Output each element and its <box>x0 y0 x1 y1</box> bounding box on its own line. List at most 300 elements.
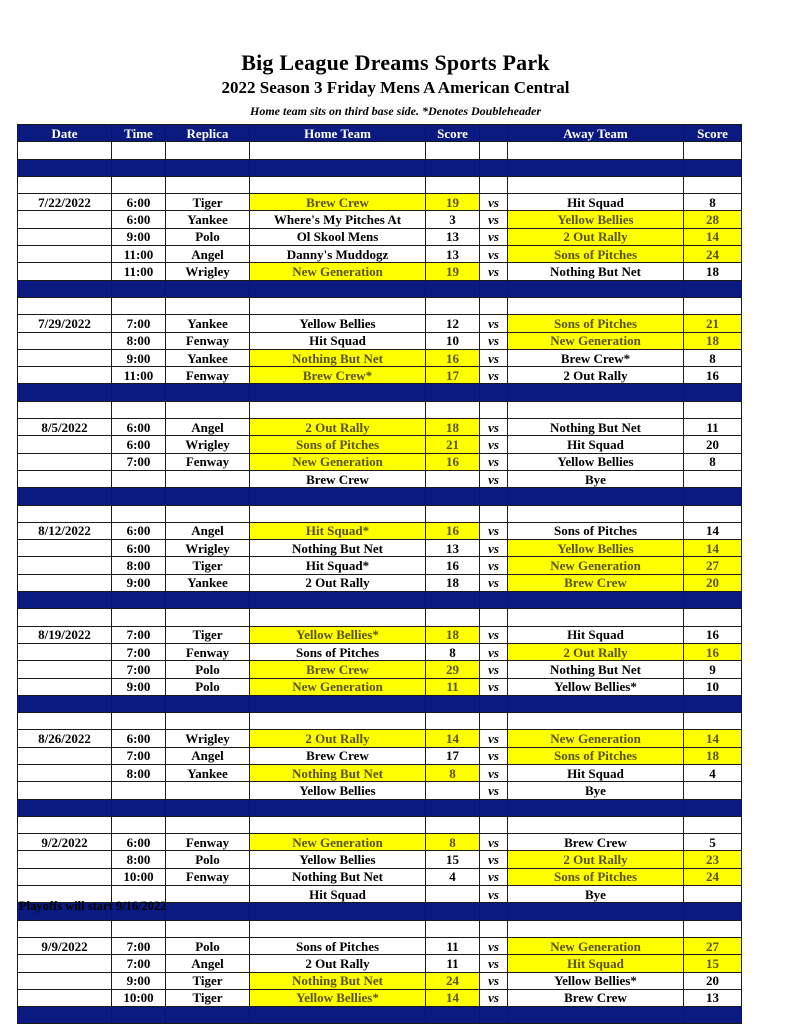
away-team: Brew Crew <box>508 574 684 591</box>
away-team: Hit Squad <box>508 436 684 453</box>
vs-label: vs <box>480 955 508 972</box>
away-team: Sons of Pitches <box>508 315 684 332</box>
home-score: 16 <box>426 557 480 574</box>
blank-row <box>18 297 742 314</box>
page-subtitle: 2022 Season 3 Friday Mens A American Central <box>221 78 570 97</box>
field-replica: Yankee <box>166 574 250 591</box>
away-score: 13 <box>684 989 742 1006</box>
separator-cell <box>250 1007 426 1024</box>
game-date: 8/26/2022 <box>18 730 112 747</box>
away-team: Bye <box>508 782 684 799</box>
away-score: 28 <box>684 211 742 228</box>
separator-cell <box>112 799 166 816</box>
away-team: New Generation <box>508 730 684 747</box>
separator-cell <box>508 799 684 816</box>
away-team: Bye <box>508 886 684 903</box>
separator-cell <box>112 488 166 505</box>
vs-label: vs <box>480 211 508 228</box>
away-score: 14 <box>684 228 742 245</box>
home-team: Sons of Pitches <box>250 937 426 954</box>
vs-label: vs <box>480 626 508 643</box>
home-team: Nothing But Net <box>250 540 426 557</box>
blank-row <box>18 920 742 937</box>
empty-cell <box>112 297 166 314</box>
game-row <box>18 834 742 851</box>
home-score <box>426 782 480 799</box>
separator-cell <box>508 280 684 297</box>
empty-cell <box>112 609 166 626</box>
column-header <box>480 125 508 142</box>
home-score: 4 <box>426 868 480 885</box>
empty-cell <box>18 297 112 314</box>
game-date <box>18 349 112 366</box>
empty-cell <box>166 713 250 730</box>
away-team: Hit Squad <box>508 764 684 781</box>
empty-cell <box>18 176 112 193</box>
away-team: Hit Squad <box>508 955 684 972</box>
game-row <box>18 678 742 695</box>
away-team: Yellow Bellies <box>508 211 684 228</box>
blank-row <box>18 142 742 159</box>
blank-row <box>18 816 742 833</box>
empty-cell <box>480 816 508 833</box>
separator-cell <box>684 695 742 712</box>
away-score: 16 <box>684 643 742 660</box>
week-separator <box>18 488 742 505</box>
game-row <box>18 246 742 263</box>
empty-cell <box>250 176 426 193</box>
home-score: 13 <box>426 246 480 263</box>
field-replica <box>166 470 250 487</box>
field-replica: Fenway <box>166 868 250 885</box>
empty-cell <box>112 401 166 418</box>
vs-label: vs <box>480 747 508 764</box>
field-replica: Yankee <box>166 349 250 366</box>
away-score: 20 <box>684 574 742 591</box>
game-time: 9:00 <box>112 574 166 591</box>
away-team: Hit Squad <box>508 194 684 211</box>
empty-cell <box>508 401 684 418</box>
home-score: 14 <box>426 730 480 747</box>
separator-cell <box>508 1007 684 1024</box>
away-team: Yellow Bellies <box>508 540 684 557</box>
game-row <box>18 263 742 280</box>
home-team: Brew Crew <box>250 747 426 764</box>
game-time: 6:00 <box>112 730 166 747</box>
game-row <box>18 972 742 989</box>
empty-cell <box>684 297 742 314</box>
empty-cell <box>684 713 742 730</box>
separator-cell <box>250 488 426 505</box>
vs-label: vs <box>480 678 508 695</box>
separator-cell <box>426 384 480 401</box>
field-replica: Polo <box>166 678 250 695</box>
empty-cell <box>508 920 684 937</box>
game-time: 6:00 <box>112 211 166 228</box>
empty-cell <box>480 505 508 522</box>
empty-cell <box>112 505 166 522</box>
game-row <box>18 470 742 487</box>
home-score: 16 <box>426 522 480 539</box>
away-team: Sons of Pitches <box>508 747 684 764</box>
home-team: Hit Squad* <box>250 522 426 539</box>
vs-label: vs <box>480 764 508 781</box>
vs-label: vs <box>480 453 508 470</box>
home-team: Danny's Muddogz <box>250 246 426 263</box>
game-time: 9:00 <box>112 678 166 695</box>
game-date <box>18 764 112 781</box>
game-date: 9/9/2022 <box>18 937 112 954</box>
home-team: Hit Squad <box>250 332 426 349</box>
game-date <box>18 246 112 263</box>
away-score: 27 <box>684 937 742 954</box>
empty-cell <box>112 142 166 159</box>
away-score: 14 <box>684 540 742 557</box>
away-team: 2 Out Rally <box>508 228 684 245</box>
home-score <box>426 886 480 903</box>
game-time: 10:00 <box>112 868 166 885</box>
field-replica: Tiger <box>166 972 250 989</box>
game-date <box>18 453 112 470</box>
home-team: Yellow Bellies* <box>250 989 426 1006</box>
field-replica: Yankee <box>166 764 250 781</box>
separator-cell <box>684 592 742 609</box>
home-score <box>426 470 480 487</box>
game-time: 11:00 <box>112 367 166 384</box>
empty-cell <box>426 816 480 833</box>
separator-cell <box>426 903 480 920</box>
vs-label: vs <box>480 574 508 591</box>
empty-cell <box>166 505 250 522</box>
empty-cell <box>166 920 250 937</box>
separator-cell <box>480 488 508 505</box>
empty-cell <box>508 297 684 314</box>
empty-cell <box>480 609 508 626</box>
game-date <box>18 868 112 885</box>
separator-cell <box>18 695 112 712</box>
separator-cell <box>426 159 480 176</box>
separator-cell <box>426 280 480 297</box>
week-separator <box>18 799 742 816</box>
game-date <box>18 574 112 591</box>
schedule-note: Home team sits on third base side. *Denotes Doubleheader <box>250 104 541 118</box>
table-header-row <box>18 125 742 142</box>
empty-cell <box>112 713 166 730</box>
page-title: Big League Dreams Sports Park <box>241 50 550 75</box>
separator-cell <box>112 592 166 609</box>
game-date <box>18 436 112 453</box>
home-score: 8 <box>426 834 480 851</box>
empty-cell <box>18 609 112 626</box>
game-time: 7:00 <box>112 747 166 764</box>
empty-cell <box>426 176 480 193</box>
separator-cell <box>112 280 166 297</box>
empty-cell <box>684 505 742 522</box>
home-team: Ol Skool Mens <box>250 228 426 245</box>
game-row <box>18 349 742 366</box>
empty-cell <box>508 609 684 626</box>
game-row <box>18 540 742 557</box>
game-date: 7/22/2022 <box>18 194 112 211</box>
game-date <box>18 367 112 384</box>
field-replica: Fenway <box>166 367 250 384</box>
game-time: 9:00 <box>112 972 166 989</box>
week-separator <box>18 1007 742 1024</box>
home-team: 2 Out Rally <box>250 955 426 972</box>
separator-cell <box>166 799 250 816</box>
field-replica: Wrigley <box>166 263 250 280</box>
empty-cell <box>684 176 742 193</box>
away-team: Brew Crew <box>508 989 684 1006</box>
empty-cell <box>250 401 426 418</box>
game-time: 7:00 <box>112 955 166 972</box>
game-row <box>18 661 742 678</box>
field-replica <box>166 782 250 799</box>
separator-cell <box>166 159 250 176</box>
column-header: Replica <box>166 125 250 142</box>
vs-label: vs <box>480 470 508 487</box>
game-date <box>18 211 112 228</box>
home-team: New Generation <box>250 263 426 280</box>
separator-cell <box>166 1007 250 1024</box>
field-replica: Tiger <box>166 194 250 211</box>
empty-cell <box>18 401 112 418</box>
home-team: Brew Crew <box>250 661 426 678</box>
empty-cell <box>18 142 112 159</box>
home-team: Yellow Bellies <box>250 782 426 799</box>
game-time: 8:00 <box>112 557 166 574</box>
vs-label: vs <box>480 315 508 332</box>
home-team: New Generation <box>250 678 426 695</box>
empty-cell <box>166 401 250 418</box>
separator-cell <box>112 695 166 712</box>
separator-cell <box>166 695 250 712</box>
field-replica: Tiger <box>166 989 250 1006</box>
game-time: 7:00 <box>112 661 166 678</box>
separator-cell <box>166 280 250 297</box>
empty-cell <box>112 920 166 937</box>
game-time: 6:00 <box>112 419 166 436</box>
blank-row <box>18 609 742 626</box>
field-replica: Angel <box>166 955 250 972</box>
game-date <box>18 540 112 557</box>
separator-cell <box>250 159 426 176</box>
empty-cell <box>508 176 684 193</box>
home-team: Brew Crew* <box>250 367 426 384</box>
game-row <box>18 522 742 539</box>
empty-cell <box>250 609 426 626</box>
game-date: 9/2/2022 <box>18 834 112 851</box>
home-score: 18 <box>426 419 480 436</box>
field-replica: Yankee <box>166 315 250 332</box>
week-separator <box>18 280 742 297</box>
field-replica: Yankee <box>166 211 250 228</box>
away-team: 2 Out Rally <box>508 851 684 868</box>
away-team: Hit Squad <box>508 626 684 643</box>
game-date <box>18 989 112 1006</box>
game-time: 8:00 <box>112 332 166 349</box>
empty-cell <box>684 609 742 626</box>
separator-cell <box>508 488 684 505</box>
separator-cell <box>508 592 684 609</box>
field-replica: Angel <box>166 246 250 263</box>
game-date <box>18 851 112 868</box>
separator-cell <box>426 1007 480 1024</box>
separator-cell <box>112 159 166 176</box>
separator-cell <box>508 903 684 920</box>
separator-cell <box>250 799 426 816</box>
home-score: 17 <box>426 747 480 764</box>
blank-row <box>18 401 742 418</box>
away-score: 8 <box>684 349 742 366</box>
game-date <box>18 643 112 660</box>
separator-cell <box>18 384 112 401</box>
game-date <box>18 263 112 280</box>
home-team: Nothing But Net <box>250 349 426 366</box>
separator-cell <box>508 695 684 712</box>
home-score: 10 <box>426 332 480 349</box>
field-replica: Polo <box>166 937 250 954</box>
separator-cell <box>480 384 508 401</box>
game-date <box>18 747 112 764</box>
game-time: 6:00 <box>112 834 166 851</box>
separator-cell <box>684 799 742 816</box>
empty-cell <box>250 713 426 730</box>
home-score: 18 <box>426 574 480 591</box>
away-score: 8 <box>684 453 742 470</box>
vs-label: vs <box>480 540 508 557</box>
home-team: Brew Crew <box>250 470 426 487</box>
game-time: 8:00 <box>112 851 166 868</box>
blank-row <box>18 713 742 730</box>
game-row <box>18 643 742 660</box>
game-time: 6:00 <box>112 540 166 557</box>
field-replica: Polo <box>166 661 250 678</box>
schedule-table <box>17 124 742 1024</box>
away-score: 9 <box>684 661 742 678</box>
game-row <box>18 989 742 1006</box>
game-row <box>18 228 742 245</box>
game-row <box>18 730 742 747</box>
separator-cell <box>112 384 166 401</box>
week-separator <box>18 159 742 176</box>
game-date: 7/29/2022 <box>18 315 112 332</box>
home-score: 13 <box>426 228 480 245</box>
home-score: 17 <box>426 367 480 384</box>
field-replica: Fenway <box>166 643 250 660</box>
game-date: 8/5/2022 <box>18 419 112 436</box>
separator-cell <box>426 592 480 609</box>
field-replica: Angel <box>166 419 250 436</box>
vs-label: vs <box>480 989 508 1006</box>
vs-label: vs <box>480 228 508 245</box>
game-row <box>18 747 742 764</box>
blank-row <box>18 176 742 193</box>
away-score: 14 <box>684 730 742 747</box>
game-date <box>18 661 112 678</box>
empty-cell <box>166 297 250 314</box>
playoffs-note: Playoffs will start 9/16/2022 <box>19 899 167 913</box>
separator-cell <box>426 799 480 816</box>
game-time <box>112 470 166 487</box>
empty-cell <box>426 142 480 159</box>
away-score: 16 <box>684 626 742 643</box>
away-score: 10 <box>684 678 742 695</box>
away-team: 2 Out Rally <box>508 367 684 384</box>
game-time <box>112 782 166 799</box>
separator-cell <box>480 159 508 176</box>
vs-label: vs <box>480 367 508 384</box>
separator-cell <box>684 384 742 401</box>
home-score: 11 <box>426 955 480 972</box>
empty-cell <box>112 816 166 833</box>
home-team: Sons of Pitches <box>250 436 426 453</box>
game-date <box>18 955 112 972</box>
away-team: Sons of Pitches <box>508 246 684 263</box>
game-date <box>18 782 112 799</box>
game-row <box>18 453 742 470</box>
away-score: 20 <box>684 436 742 453</box>
away-score: 16 <box>684 367 742 384</box>
vs-label: vs <box>480 194 508 211</box>
game-time: 11:00 <box>112 246 166 263</box>
game-date <box>18 470 112 487</box>
vs-label: vs <box>480 937 508 954</box>
separator-cell <box>166 488 250 505</box>
away-team: Yellow Bellies* <box>508 678 684 695</box>
game-row <box>18 367 742 384</box>
away-team: Bye <box>508 470 684 487</box>
home-team: Hit Squad <box>250 886 426 903</box>
separator-cell <box>684 903 742 920</box>
column-header: Time <box>112 125 166 142</box>
empty-cell <box>684 142 742 159</box>
home-team: New Generation <box>250 834 426 851</box>
field-replica: Polo <box>166 851 250 868</box>
separator-cell <box>250 903 426 920</box>
field-replica: Fenway <box>166 453 250 470</box>
week-separator <box>18 695 742 712</box>
field-replica: Polo <box>166 228 250 245</box>
empty-cell <box>508 142 684 159</box>
home-team: Hit Squad* <box>250 557 426 574</box>
game-time: 6:00 <box>112 194 166 211</box>
home-score: 19 <box>426 194 480 211</box>
vs-label: vs <box>480 263 508 280</box>
separator-cell <box>684 1007 742 1024</box>
field-replica: Tiger <box>166 557 250 574</box>
separator-cell <box>18 159 112 176</box>
home-score: 8 <box>426 643 480 660</box>
home-score: 16 <box>426 349 480 366</box>
empty-cell <box>250 920 426 937</box>
home-score: 13 <box>426 540 480 557</box>
empty-cell <box>426 920 480 937</box>
away-score: 11 <box>684 419 742 436</box>
empty-cell <box>508 816 684 833</box>
separator-cell <box>684 488 742 505</box>
away-score <box>684 470 742 487</box>
game-date <box>18 557 112 574</box>
separator-cell <box>250 280 426 297</box>
empty-cell <box>426 713 480 730</box>
empty-cell <box>250 142 426 159</box>
field-replica: Angel <box>166 747 250 764</box>
game-row <box>18 626 742 643</box>
week-separator <box>18 592 742 609</box>
away-score: 24 <box>684 246 742 263</box>
home-score: 29 <box>426 661 480 678</box>
